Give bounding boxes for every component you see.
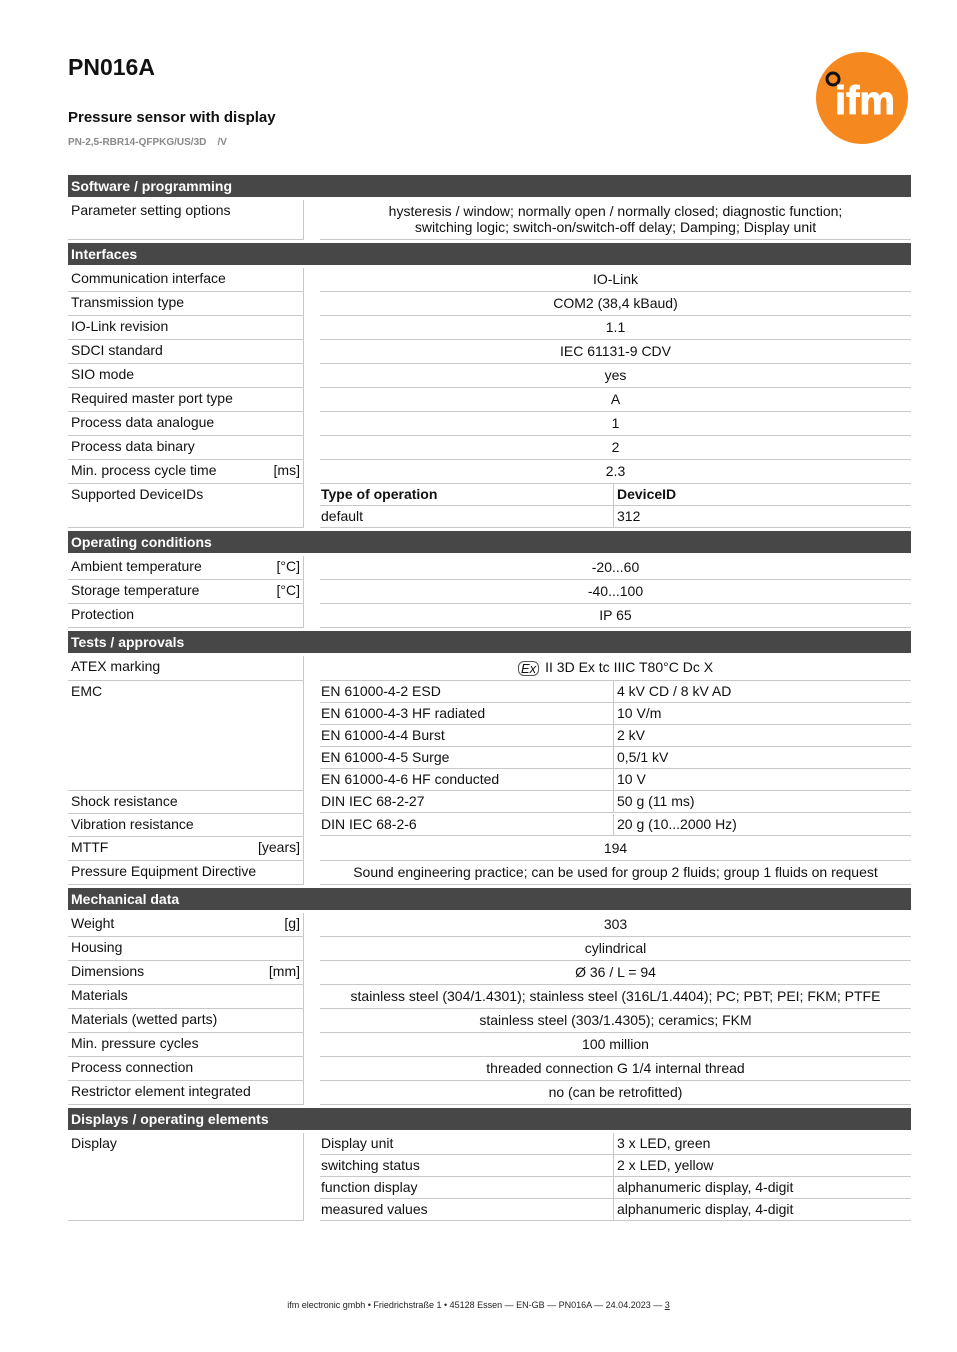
row-value-text: Sound engineering practice; can be used for group 2 fluids; group 1 fluids on request — [353, 863, 878, 880]
row-label: SDCI standard — [71, 342, 163, 358]
subtable-header-col1: Type of operation — [320, 484, 614, 505]
column-gap — [304, 656, 320, 681]
row-values — [320, 412, 911, 436]
subtable-row — [320, 814, 911, 836]
subtable-row — [320, 791, 911, 813]
row-label-cell — [68, 364, 304, 388]
row-value-text: threaded connection G 1/4 internal thread — [486, 1059, 745, 1076]
subtable-value: 10 V — [617, 770, 646, 787]
column-gap — [304, 961, 320, 985]
table-row — [68, 681, 911, 791]
subtable-value: 2 x LED, yellow — [617, 1156, 714, 1173]
page-footer — [0, 1300, 957, 1310]
subtable-key: DIN IEC 68-2-6 — [320, 814, 614, 835]
table-row — [68, 985, 911, 1009]
table-row — [68, 1133, 911, 1221]
row-values — [320, 937, 911, 961]
column-gap — [304, 412, 320, 436]
row-unit: [°C] — [276, 582, 300, 598]
row-value-text: 1 — [611, 415, 620, 431]
row-label-cell — [68, 913, 304, 937]
row-value — [320, 556, 911, 580]
subtable-header — [320, 484, 911, 506]
row-label: Restrictor element integrated — [71, 1082, 251, 1099]
table-row — [68, 460, 911, 484]
row-label: Protection — [71, 606, 135, 622]
row-value — [320, 961, 911, 985]
column-gap — [304, 791, 320, 814]
table-row — [68, 580, 911, 604]
row-label-cell — [68, 200, 304, 240]
row-values — [320, 961, 911, 985]
row-value — [320, 604, 911, 628]
row-label: Min. pressure cycles — [71, 1034, 199, 1051]
row-value — [320, 412, 911, 436]
row-values — [320, 364, 911, 388]
row-label: Materials (wetted parts) — [71, 1010, 218, 1027]
row-label: Communication interface — [71, 270, 226, 286]
row-value-text: 2 — [611, 439, 620, 455]
table-row — [68, 484, 911, 528]
row-label-cell — [68, 814, 304, 837]
row-label: SIO mode — [71, 366, 135, 382]
row-label-cell — [68, 316, 304, 340]
subtable-key: EN 61000-4-2 ESD — [320, 681, 614, 702]
row-value — [320, 1081, 911, 1105]
row-label: Display — [71, 1134, 117, 1151]
value-line: switching logic; switch-on/switch-off delay; Damping; Display unit — [414, 219, 817, 235]
row-values — [320, 604, 911, 628]
row-value — [320, 292, 911, 316]
row-values — [320, 1057, 911, 1081]
column-gap — [304, 913, 320, 937]
row-value — [320, 268, 911, 292]
page-number: 3 — [664, 1300, 670, 1310]
table-row — [68, 292, 911, 316]
row-value — [320, 364, 911, 388]
row-unit: [years] — [257, 838, 300, 855]
column-gap — [304, 1057, 320, 1081]
row-values — [320, 388, 911, 412]
row-value-text: 194 — [603, 839, 628, 856]
table-row — [68, 1009, 911, 1033]
subtable-row — [320, 769, 911, 791]
row-value — [320, 985, 911, 1009]
table-row — [68, 913, 911, 937]
row-values — [320, 1081, 911, 1105]
row-label: Process data analogue — [71, 414, 215, 430]
subtable-key: switching status — [320, 1155, 614, 1176]
product-code: PN-2,5-RBR14-QFPKG/US/3D /V — [68, 137, 227, 148]
row-value — [320, 1057, 911, 1081]
row-label: Vibration resistance — [71, 815, 194, 832]
section-header: Tests / approvals — [68, 631, 911, 653]
row-label: EMC — [71, 682, 103, 699]
row-label-cell — [68, 681, 304, 791]
row-value — [320, 837, 911, 861]
section-header: Operating conditions — [68, 531, 911, 553]
row-label: Pressure Equipment Directive — [71, 862, 257, 879]
column-gap — [304, 316, 320, 340]
table-row — [68, 604, 911, 628]
column-gap — [304, 1081, 320, 1105]
section-spacer — [68, 1221, 911, 1224]
row-value — [320, 340, 911, 364]
row-values — [320, 1033, 911, 1057]
subtable-key: EN 61000-4-6 HF conducted — [320, 769, 614, 790]
subtable-row — [320, 703, 911, 725]
footer-text: ifm electronic gmbh • Friedrichstraße 1 • 45128 Essen — EN-GB — PN016A — 24.04.2023 — — [287, 1300, 663, 1310]
subtable-row — [320, 1199, 911, 1221]
table-row — [68, 364, 911, 388]
column-gap — [304, 556, 320, 580]
row-label-cell — [68, 937, 304, 961]
row-value-text: 100 million — [582, 1035, 649, 1052]
column-gap — [304, 1133, 320, 1221]
table-row — [68, 436, 911, 460]
column-gap — [304, 604, 320, 628]
row-label-cell — [68, 961, 304, 985]
row-value — [320, 460, 911, 484]
subtable-key: DIN IEC 68-2-27 — [320, 791, 614, 812]
row-values — [320, 861, 911, 885]
row-values — [320, 1009, 911, 1033]
row-label: Materials — [71, 986, 128, 1003]
row-unit: [°C] — [276, 558, 300, 574]
column-gap — [304, 1033, 320, 1057]
row-unit: [mm] — [268, 962, 300, 979]
row-label: Dimensions — [71, 962, 145, 979]
subtable-row — [320, 1133, 911, 1155]
row-value — [320, 436, 911, 460]
row-values — [320, 340, 911, 364]
svg-text:ifm: ifm — [835, 79, 895, 123]
section-header: Displays / operating elements — [68, 1108, 911, 1130]
subtable-value: 2 kV — [617, 726, 646, 743]
table-row — [68, 340, 911, 364]
row-values — [320, 814, 911, 837]
row-unit: [ms] — [273, 462, 300, 478]
subtable-key: Display unit — [320, 1133, 614, 1154]
row-values — [320, 580, 911, 604]
row-values — [320, 1133, 911, 1221]
row-values — [320, 985, 911, 1009]
column-gap — [304, 1009, 320, 1033]
column-gap — [304, 340, 320, 364]
ifm-logo-icon — [815, 51, 909, 145]
subtable-value: 10 V/m — [617, 704, 662, 721]
row-values — [320, 913, 911, 937]
row-value-text: IO-Link — [592, 271, 639, 287]
subtable-value: 4 kV CD / 8 kV AD — [617, 682, 732, 699]
subtable-key: function display — [320, 1177, 614, 1198]
row-values — [320, 200, 911, 240]
row-value-text: A — [610, 391, 621, 407]
row-value — [320, 656, 911, 681]
subtable-key: EN 61000-4-5 Surge — [320, 747, 614, 768]
row-label: ATEX marking — [71, 658, 161, 674]
table-row — [68, 200, 911, 240]
product-title: PN016A — [68, 54, 155, 80]
row-value — [320, 316, 911, 340]
column-gap — [304, 388, 320, 412]
row-value-text: stainless steel (304/1.4301); stainless steel (316L/1.4404); PC; PBT; PEI; FKM; PTFE — [350, 987, 881, 1004]
subtable-row — [320, 681, 911, 703]
table-row — [68, 837, 911, 861]
row-label: Shock resistance — [71, 792, 178, 809]
column-gap — [304, 436, 320, 460]
column-gap — [304, 268, 320, 292]
subtable-row — [320, 1177, 911, 1199]
row-value — [320, 388, 911, 412]
row-value-text: II 3D Ex tc IIIC T80°C Dc X — [545, 659, 714, 675]
row-values — [320, 316, 911, 340]
row-values — [320, 436, 911, 460]
row-label: Transmission type — [71, 294, 185, 310]
row-value — [320, 1033, 911, 1057]
subtable-value: alphanumeric display, 4-digit — [617, 1200, 794, 1217]
subtable-value: 3 x LED, green — [617, 1134, 711, 1151]
row-values — [320, 837, 911, 861]
row-value-text: Ø 36 / L = 94 — [575, 963, 656, 980]
column-gap — [304, 861, 320, 885]
table-row — [68, 1057, 911, 1081]
subtable-key: measured values — [320, 1199, 614, 1220]
row-label-cell — [68, 791, 304, 814]
row-label-cell — [68, 436, 304, 460]
column-gap — [304, 460, 320, 484]
subtable-key: EN 61000-4-4 Burst — [320, 725, 614, 746]
row-value — [320, 861, 911, 885]
table-row — [68, 268, 911, 292]
table-row — [68, 388, 911, 412]
subtable-value: 50 g (11 ms) — [617, 792, 695, 809]
row-value-text: stainless steel (303/1.4305); ceramics; FKM — [479, 1011, 752, 1028]
subtable-value: alphanumeric display, 4-digit — [617, 1178, 794, 1195]
row-label-cell — [68, 388, 304, 412]
row-label: Ambient temperature — [71, 558, 202, 574]
row-label-cell — [68, 292, 304, 316]
row-label-cell — [68, 1033, 304, 1057]
subtable-row — [320, 725, 911, 747]
row-value-text: COM2 (38,4 kBaud) — [553, 295, 678, 311]
row-values — [320, 791, 911, 814]
row-value-text: 1.1 — [605, 319, 626, 335]
row-label: Process data binary — [71, 438, 195, 454]
row-label-cell — [68, 1133, 304, 1221]
row-value-text: -40...100 — [587, 583, 644, 599]
datasheet-table — [68, 175, 911, 1224]
subtable-row — [320, 1155, 911, 1177]
table-row — [68, 656, 911, 681]
table-row — [68, 556, 911, 580]
row-label-cell — [68, 1057, 304, 1081]
subtable-row — [320, 506, 911, 528]
value-line: hysteresis / window; normally open / normally closed; diagnostic function; — [388, 203, 843, 219]
row-label: Storage temperature — [71, 582, 200, 598]
subtable-value: 20 g (10...2000 Hz) — [617, 815, 737, 832]
row-label: Parameter setting options — [71, 202, 231, 218]
column-gap — [304, 937, 320, 961]
row-label-cell — [68, 837, 304, 861]
row-label: MTTF — [71, 838, 109, 855]
row-value-text: -20...60 — [591, 559, 640, 575]
column-gap — [304, 364, 320, 388]
row-label: IO-Link revision — [71, 318, 169, 334]
row-label: Supported DeviceIDs — [71, 486, 204, 502]
row-values — [320, 556, 911, 580]
table-row — [68, 1033, 911, 1057]
table-row — [68, 814, 911, 837]
row-label: Required master port type — [71, 390, 233, 406]
row-label: Min. process cycle time — [71, 462, 217, 478]
table-row — [68, 412, 911, 436]
column-gap — [304, 292, 320, 316]
row-label: Process connection — [71, 1058, 194, 1075]
row-value-text: IP 65 — [599, 607, 632, 623]
subtable-value: 0,5/1 kV — [617, 748, 669, 765]
row-value-text: no (can be retrofitted) — [548, 1083, 683, 1100]
row-value — [320, 200, 911, 240]
row-values — [320, 292, 911, 316]
row-label: Weight — [71, 914, 115, 931]
subtable-row — [320, 747, 911, 769]
table-row — [68, 937, 911, 961]
row-values — [320, 268, 911, 292]
column-gap — [304, 681, 320, 791]
row-values — [320, 484, 911, 528]
row-unit: [g] — [284, 914, 300, 931]
row-label-cell — [68, 604, 304, 628]
section-header: Interfaces — [68, 243, 911, 265]
row-value-text: 2.3 — [605, 463, 626, 479]
column-gap — [304, 200, 320, 240]
row-label-cell — [68, 268, 304, 292]
column-gap — [304, 837, 320, 861]
row-value — [320, 1009, 911, 1033]
row-value — [320, 913, 911, 937]
table-row — [68, 316, 911, 340]
row-value — [320, 580, 911, 604]
section-header: Mechanical data — [68, 888, 911, 910]
row-label-cell — [68, 656, 304, 681]
row-value — [320, 937, 911, 961]
row-value-text: IEC 61131-9 CDV — [559, 343, 671, 359]
table-row — [68, 961, 911, 985]
row-values — [320, 460, 911, 484]
row-label-cell — [68, 861, 304, 885]
row-label-cell — [68, 1081, 304, 1105]
row-value-text: 303 — [603, 915, 628, 932]
row-label-cell — [68, 580, 304, 604]
subtable-header-col2: DeviceID — [617, 486, 677, 502]
row-label-cell — [68, 556, 304, 580]
atex-ex-icon: Ex — [518, 661, 539, 676]
row-label: Housing — [71, 938, 123, 955]
section-header: Software / programming — [68, 175, 911, 197]
table-row — [68, 1081, 911, 1105]
subtable-key: EN 61000-4-3 HF radiated — [320, 703, 614, 724]
row-values — [320, 681, 911, 791]
table-row — [68, 861, 911, 885]
table-row — [68, 791, 911, 814]
column-gap — [304, 985, 320, 1009]
subtable-value: 312 — [617, 508, 641, 524]
row-label-cell — [68, 1009, 304, 1033]
product-subtitle: Pressure sensor with display — [68, 109, 276, 126]
row-values — [320, 656, 911, 681]
row-label-cell — [68, 340, 304, 364]
row-value-text: cylindrical — [584, 939, 647, 956]
column-gap — [304, 484, 320, 528]
row-label-cell — [68, 985, 304, 1009]
row-label-cell — [68, 412, 304, 436]
row-value-text: yes — [604, 367, 627, 383]
row-label-cell — [68, 460, 304, 484]
column-gap — [304, 580, 320, 604]
subtable-key: default — [320, 506, 614, 527]
column-gap — [304, 814, 320, 837]
row-label-cell — [68, 484, 304, 528]
